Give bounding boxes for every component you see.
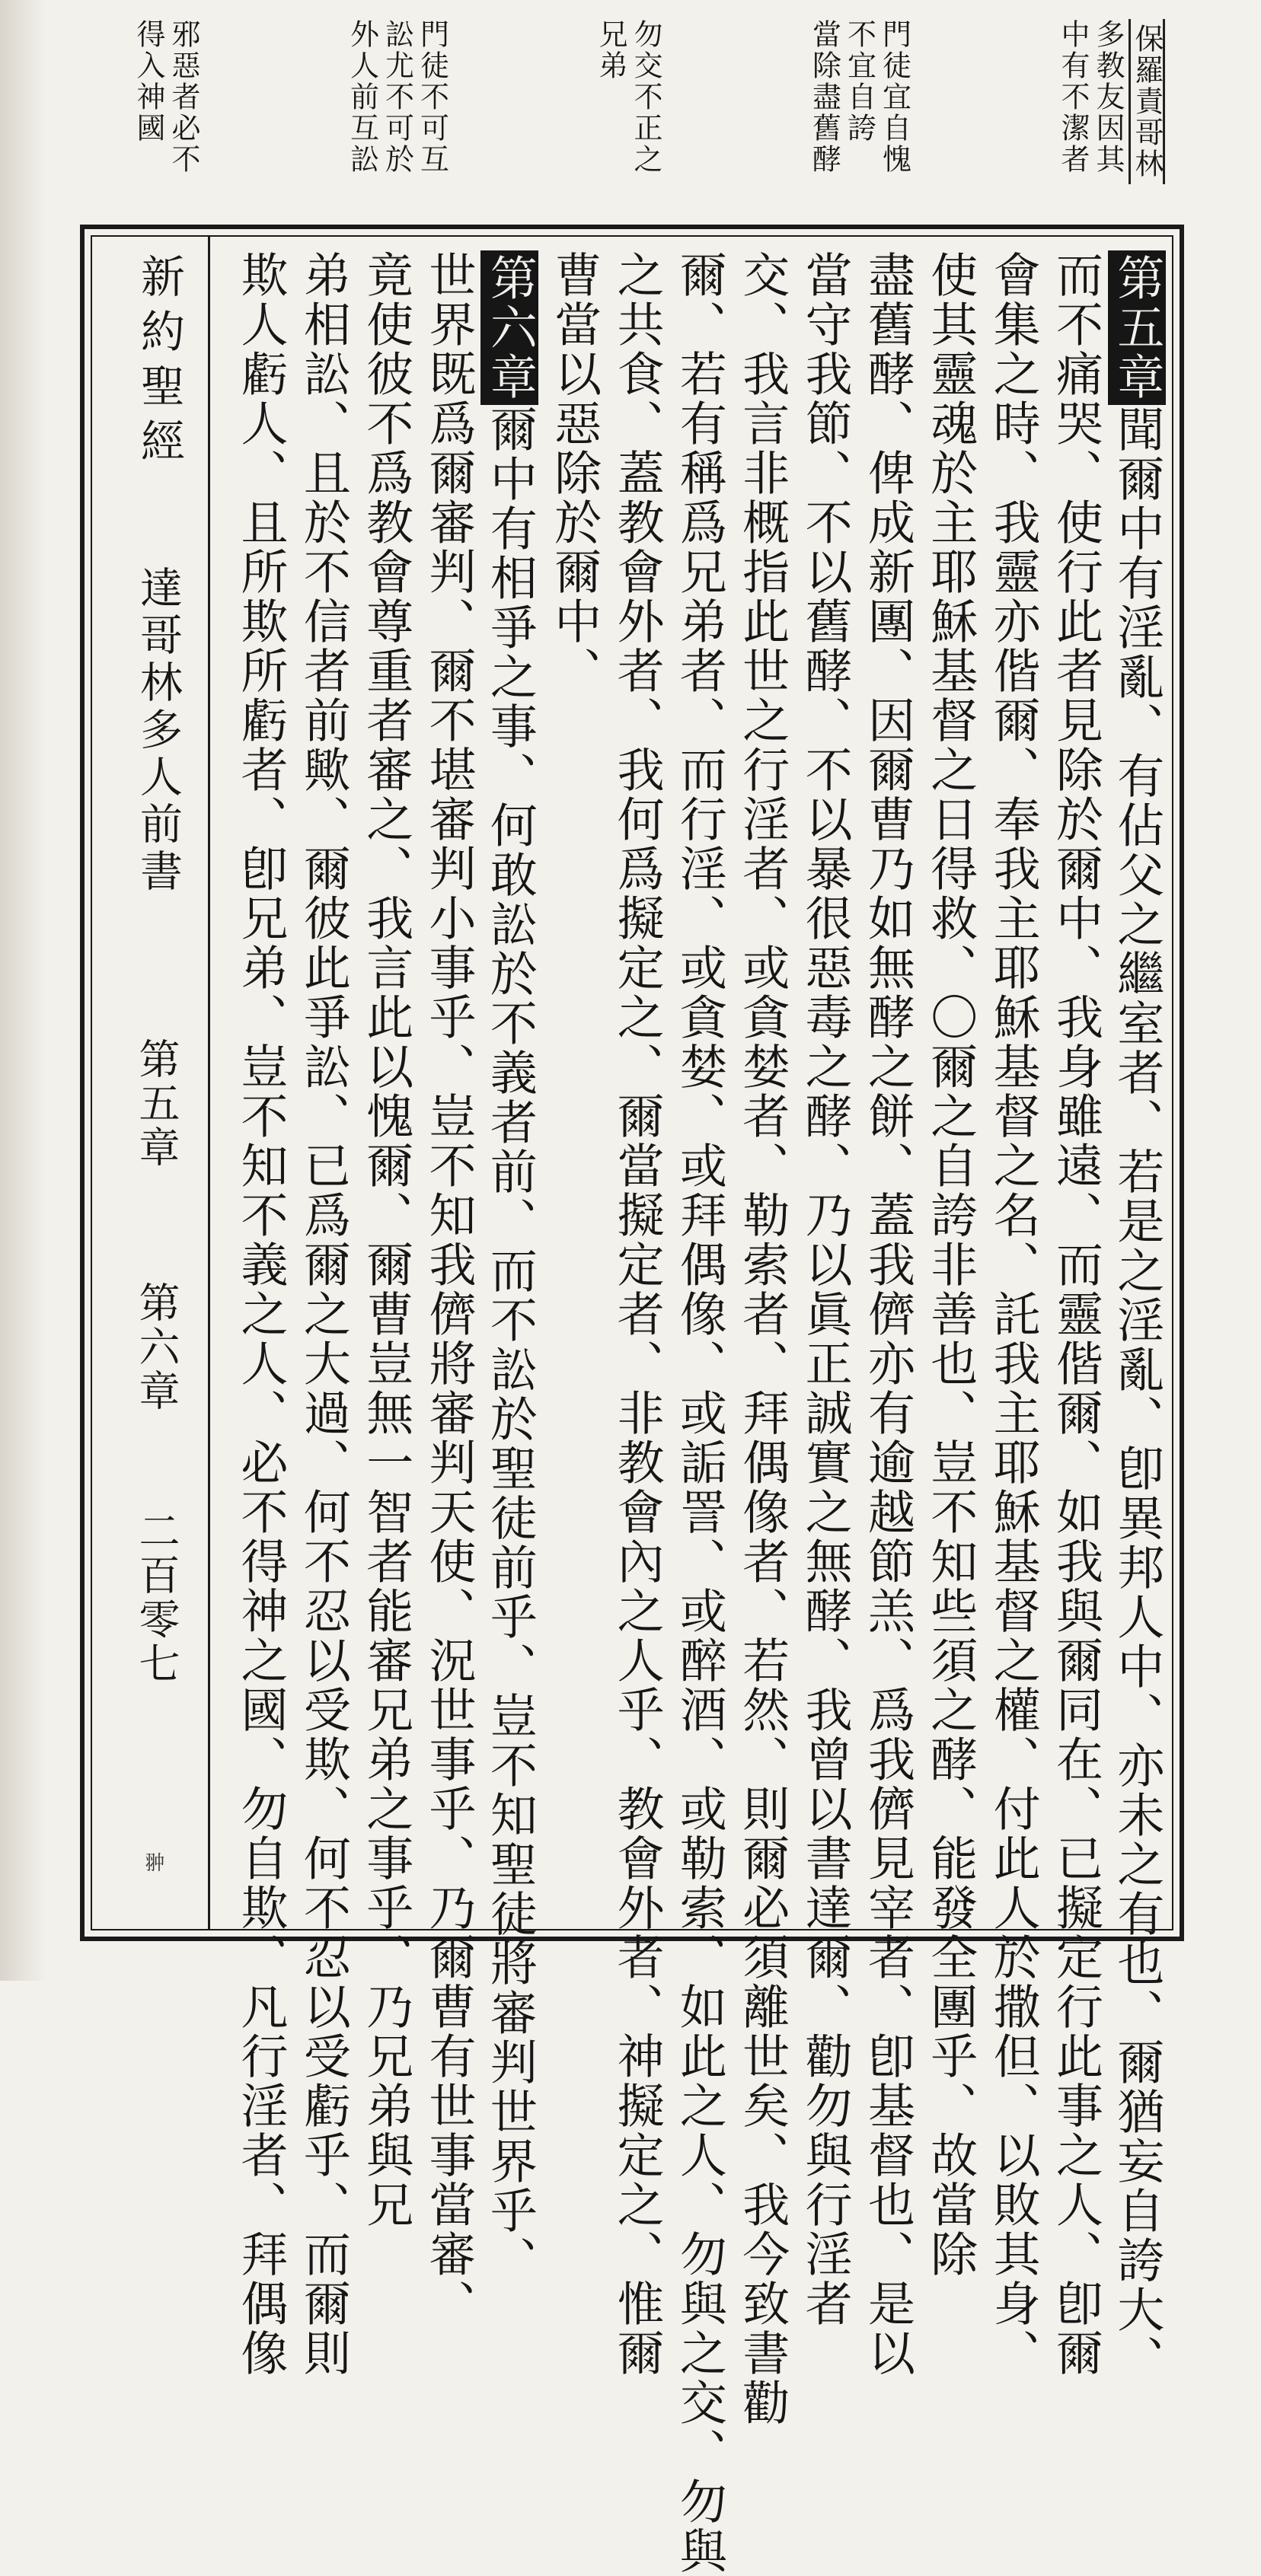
running-head-chapter: 第六章 [132, 1281, 180, 1414]
margin-note-line: 當除盡舊酵 [807, 19, 841, 175]
column-text: 爾中有相爭之事、何敢訟於不義者前、而不訟於聖徒前乎、豈不知聖徒將審判世界乎、 [482, 405, 538, 2285]
margin-notes [129, 19, 1165, 209]
text-column-15: 欺人虧人、且所欺所虧者、卽兄弟、豈不知不義之人、必不得神之國、勿自欺、凡行淫者、拜偶像 [233, 250, 289, 2378]
text-column-3: 會集之時、我靈亦偕爾、奉我主耶穌基督之名、託我主耶穌基督之權、付此人於撒但、以敗其身、 [985, 250, 1042, 2378]
margin-note-bracketed-line: 保羅責哥林 [1129, 19, 1165, 184]
margin-note-3 [592, 19, 662, 209]
text-column-4: 使其靈魂於主耶穌基督之日得救、〇爾之自誇非善也、豈不知些須之酵、能發全團乎、故當除 [922, 250, 978, 2279]
chapter-5-mark: 第五章 [1108, 250, 1166, 405]
page-gutter-shadow [0, 0, 46, 1981]
page-number: 二百零七 [132, 1510, 180, 1686]
running-head-divider [208, 237, 210, 1929]
running-head-chapter: 第五章 [132, 1038, 180, 1170]
margin-note-line: 邪惡者必不 [167, 19, 200, 175]
text-column-13: 竟使彼不爲教會尊重者審之、我言此以愧爾、爾曹豈無一智者能審兄弟之事乎、乃兄弟與兄 [358, 250, 414, 2230]
margin-note-line: 中有不潔者 [1056, 19, 1090, 175]
margin-note-line: 門徒宜自愧 [877, 19, 911, 175]
margin-note-line: 勿交不正之 [629, 19, 662, 175]
running-head-book: 達哥林多人前書 [133, 566, 183, 896]
margin-note-4 [343, 19, 449, 209]
text-column-7: 交、我言非概指此世之行淫者、或貪婪者、勒索者、拜偶像者、若然、則爾必須離世矣、我今致書勸 [734, 250, 790, 2428]
text-column-14: 弟相訟、且於不信者前歟、爾彼此爭訟、已爲爾之大過、何不忍以受欺、何不忍以受虧乎、而爾則 [295, 250, 352, 2378]
text-column-11 [482, 250, 538, 2285]
margin-note-line: 訟尤不可於 [380, 19, 414, 175]
margin-note-line: 兄弟 [594, 19, 627, 81]
margin-note-line: 外人前互訟 [345, 19, 379, 175]
margin-note-line: 得入神國 [132, 19, 165, 144]
running-head [106, 253, 205, 1913]
text-frame [80, 225, 1184, 2576]
margin-note-line: 多教友因其 [1091, 19, 1125, 175]
body-text [233, 250, 1166, 2576]
text-column-9: 之共食、蓋教會外者、我何爲擬定之、爾當擬定者、非教會內之人乎、教會外者、神擬定之、惟爾 [609, 250, 666, 2378]
text-frame-inner [91, 235, 1173, 2576]
margin-note-5 [129, 19, 200, 209]
margin-note-line: 不宜自誇 [842, 19, 876, 144]
text-column-1 [1109, 250, 1166, 2384]
text-column-8: 爾、若有稱爲兄弟者、而行淫、或貪婪、或拜偶像、或詬詈、或醉酒、或勒索、如此之人、勿與之交、勿與 [672, 250, 728, 2576]
text-column-10: 曹當以惡除於爾中、 [546, 250, 602, 696]
chapter-6-mark: 第六章 [480, 250, 538, 405]
margin-note-2 [806, 19, 911, 209]
text-column-5: 盡舊酵、俾成新團、因爾曹乃如無酵之餅、蓋我儕亦有逾越節羔、爲我儕見宰者、卽基督也、是以 [860, 250, 916, 2378]
text-column-6: 當守我節、不以舊酵、不以暴很惡毒之酵、乃以眞正誠實之無酵、我曾以書達爾、勸勿與行淫者 [797, 250, 854, 2329]
printer-mark: 翀 [142, 1852, 164, 1872]
column-text: 聞爾中有淫亂、有佔父之繼室者、若是之淫亂、卽異邦人中、亦未之有也、爾猶妄自誇大、 [1109, 405, 1165, 2384]
margin-note-line: 門徒不可互 [415, 19, 449, 175]
text-column-2: 而不痛哭、使行此者見除於爾中、我身雖遠、而靈偕爾、如我與爾同在、已擬定行此事之人、卽爾 [1048, 250, 1104, 2378]
text-column-12: 世界既爲爾審判、爾不堪審判小事乎、豈不知我儕將審判天使、況世事乎、乃爾曹有世事當審、 [421, 250, 477, 2329]
running-head-title: 新約聖經 [133, 253, 185, 473]
margin-note-1 [1054, 19, 1165, 209]
